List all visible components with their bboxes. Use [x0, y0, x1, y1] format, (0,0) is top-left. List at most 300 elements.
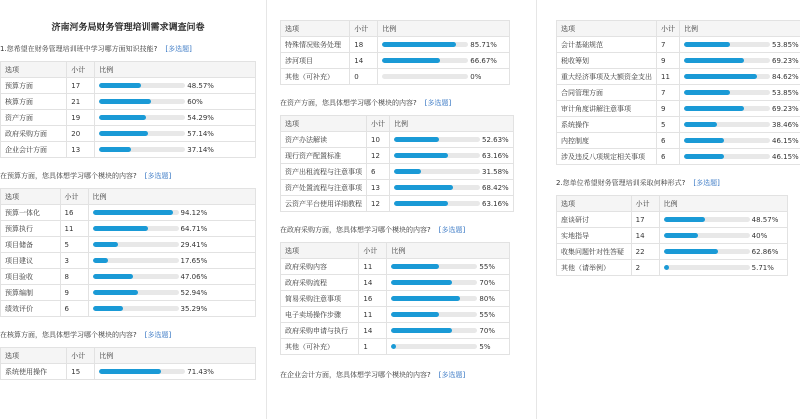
option-count: 9 [657, 53, 680, 69]
progress-fill [664, 249, 718, 254]
progress-cell [684, 89, 799, 97]
option-count: 11 [359, 307, 387, 323]
option-count: 11 [60, 221, 88, 237]
question-text: 在核算方面，您具体想学习哪个模块的内容? [0, 331, 137, 339]
percent-text: 47.06% [180, 272, 208, 281]
option-count: 13 [367, 180, 390, 196]
progress-fill [93, 306, 123, 311]
progress-fill [391, 328, 451, 333]
table-row [281, 180, 514, 196]
table-header-row [557, 196, 788, 212]
progress-bar [99, 99, 185, 104]
percent-text: 52.63% [482, 135, 509, 144]
option-count: 11 [359, 259, 387, 275]
table-row [1, 126, 256, 142]
table-row [557, 101, 800, 117]
table-row [281, 275, 510, 291]
result-table [0, 61, 256, 158]
option-ratio [680, 117, 800, 133]
progress-cell [93, 209, 251, 217]
progress-bar [394, 185, 480, 190]
header-count: 小计 [657, 21, 680, 37]
progress-fill [93, 242, 118, 247]
header-option: 选项 [557, 196, 632, 212]
progress-fill [684, 58, 744, 63]
progress-fill [99, 369, 160, 374]
option-ratio [88, 237, 255, 253]
option-count: 2 [631, 260, 659, 276]
option-count: 12 [367, 196, 390, 212]
option-ratio [88, 253, 255, 269]
option-count: 5 [657, 117, 680, 133]
table-row [557, 69, 800, 85]
option-label: 实地指导 [557, 228, 632, 244]
option-label: 合同管理方面 [557, 85, 657, 101]
table-row [1, 142, 256, 158]
option-label: 核算方面 [1, 94, 67, 110]
option-label: 重大经济事项及大额资金支出 [557, 69, 657, 85]
option-label: 简易采购注意事项 [281, 291, 359, 307]
table-header-row [281, 116, 514, 132]
progress-fill [93, 274, 133, 279]
option-count: 11 [657, 69, 680, 85]
progress-fill [684, 106, 744, 111]
section-accounting [0, 329, 256, 380]
percent-text: 69.23% [772, 104, 799, 113]
progress-bar [684, 58, 770, 63]
option-count: 22 [631, 244, 659, 260]
percent-text: 64.71% [180, 224, 208, 233]
option-ratio [659, 244, 787, 260]
result-table [556, 20, 800, 165]
progress-fill [99, 131, 148, 136]
multi-select-tag: [多选题] [144, 172, 172, 180]
table-row [1, 221, 256, 237]
header-ratio: 比例 [390, 116, 514, 132]
progress-bar [684, 138, 770, 143]
question-title [0, 43, 256, 55]
progress-cell [391, 327, 505, 335]
table-row [1, 301, 256, 317]
option-ratio [659, 212, 787, 228]
progress-bar [664, 233, 750, 238]
progress-cell [99, 130, 251, 138]
table-row [281, 37, 510, 53]
percent-text: 80% [479, 294, 495, 303]
option-count: 14 [359, 323, 387, 339]
table-row [281, 53, 510, 69]
percent-text: 63.16% [482, 151, 509, 160]
option-label: 内控制度 [557, 133, 657, 149]
column-divider-left [266, 0, 267, 419]
table-row [281, 132, 514, 148]
table-row [557, 260, 788, 276]
progress-bar [93, 306, 179, 311]
progress-bar [391, 280, 477, 285]
option-ratio [390, 164, 514, 180]
progress-fill [684, 122, 717, 127]
progress-bar [391, 312, 477, 317]
progress-bar [382, 74, 468, 79]
progress-cell [391, 343, 505, 351]
header-count: 小计 [359, 243, 387, 259]
percent-text: 62.86% [751, 247, 779, 256]
progress-cell [93, 273, 251, 281]
percent-text: 68.42% [482, 183, 509, 192]
table-row [1, 78, 256, 94]
header-count: 小计 [67, 348, 95, 364]
section-accounting-continued [280, 20, 510, 85]
section-knowledge [0, 43, 256, 158]
progress-cell [684, 105, 799, 113]
progress-bar [99, 369, 185, 374]
table-row [281, 323, 510, 339]
progress-fill [684, 42, 730, 47]
percent-text: 52.94% [180, 288, 208, 297]
progress-cell [394, 168, 509, 176]
percent-text: 40% [751, 231, 768, 240]
table-row [557, 133, 800, 149]
column-divider-right [536, 0, 537, 419]
question-title [0, 170, 256, 182]
table-row [281, 291, 510, 307]
progress-cell [93, 241, 251, 249]
result-table [280, 115, 514, 212]
option-ratio [387, 339, 510, 355]
percent-text: 29.41% [180, 240, 208, 249]
progress-fill [394, 153, 448, 158]
option-label: 政府采购流程 [281, 275, 359, 291]
option-label: 企业会计方面 [1, 142, 67, 158]
option-count: 1 [359, 339, 387, 355]
table-row [1, 285, 256, 301]
option-count: 12 [367, 148, 390, 164]
multi-select-tag: [多选题] [438, 371, 466, 379]
option-count: 6 [657, 149, 680, 165]
question-title [280, 224, 510, 236]
option-count: 9 [60, 285, 88, 301]
header-count: 小计 [367, 116, 390, 132]
progress-bar [99, 83, 185, 88]
table-row [281, 164, 514, 180]
option-count: 6 [60, 301, 88, 317]
percent-text: 53.85% [772, 40, 799, 49]
percent-text: 17.65% [180, 256, 208, 265]
percent-text: 0% [470, 72, 482, 81]
percent-text: 54.29% [187, 113, 214, 122]
header-ratio: 比例 [387, 243, 510, 259]
progress-bar [93, 242, 179, 247]
progress-bar [99, 147, 185, 152]
progress-cell [684, 137, 799, 145]
progress-bar [93, 290, 179, 295]
option-label: 其他（请举例） [557, 260, 632, 276]
option-label: 项目储备 [1, 237, 61, 253]
progress-cell [391, 311, 505, 319]
progress-bar [99, 115, 185, 120]
percent-text: 53.85% [772, 88, 799, 97]
header-ratio: 比例 [659, 196, 787, 212]
progress-fill [391, 264, 438, 269]
option-ratio [680, 133, 800, 149]
percent-text: 5% [479, 342, 491, 351]
percent-text: 5.71% [751, 263, 774, 272]
header-option: 选项 [1, 62, 67, 78]
table-header-row [1, 62, 256, 78]
progress-fill [93, 210, 174, 215]
progress-fill [93, 226, 149, 231]
table-row [281, 69, 510, 85]
progress-bar [93, 274, 179, 279]
progress-bar [99, 131, 185, 136]
progress-fill [394, 169, 421, 174]
percent-text: 85.71% [470, 40, 497, 49]
option-count: 17 [67, 78, 95, 94]
question-title [280, 97, 510, 109]
option-label: 资产办法解读 [281, 132, 367, 148]
progress-cell [99, 368, 251, 376]
progress-fill [99, 147, 131, 152]
option-label: 涉河项目 [281, 53, 350, 69]
option-ratio [378, 53, 510, 69]
option-label: 系统使用操作 [1, 364, 67, 380]
option-count: 19 [67, 110, 95, 126]
result-table [0, 347, 256, 380]
header-option: 选项 [1, 348, 67, 364]
option-ratio [390, 132, 514, 148]
column-middle [280, 20, 510, 387]
header-ratio: 比例 [88, 189, 255, 205]
option-ratio [387, 275, 510, 291]
option-count: 6 [367, 164, 390, 180]
option-ratio [88, 301, 255, 317]
percent-text: 37.14% [187, 145, 214, 154]
table-row [1, 253, 256, 269]
option-label: 会计基础规范 [557, 37, 657, 53]
table-row [281, 339, 510, 355]
table-row [1, 94, 256, 110]
option-ratio [387, 307, 510, 323]
section-training-format [556, 177, 788, 276]
table-header-row [557, 21, 800, 37]
table-row [281, 259, 510, 275]
table-row [1, 364, 256, 380]
question-text: 2.您单位希望财务管理培训采取何种形式? [556, 179, 686, 187]
table-row [281, 148, 514, 164]
option-ratio [390, 196, 514, 212]
option-ratio [390, 148, 514, 164]
header-ratio: 比例 [378, 21, 510, 37]
multi-select-tag: [多选题] [424, 99, 452, 107]
progress-fill [391, 296, 460, 301]
progress-cell [684, 57, 799, 65]
progress-cell [99, 82, 251, 90]
section-procurement [280, 224, 510, 355]
progress-cell [394, 152, 509, 160]
progress-bar [684, 154, 770, 159]
percent-text: 70% [479, 278, 495, 287]
result-table [556, 195, 788, 276]
table-row [557, 85, 800, 101]
option-count: 17 [631, 212, 659, 228]
progress-cell [684, 41, 799, 49]
multi-select-tag: [多选题] [165, 45, 192, 53]
progress-fill [382, 42, 456, 47]
percent-text: 46.15% [772, 136, 799, 145]
progress-fill [664, 217, 706, 222]
table-header-row [281, 243, 510, 259]
option-count: 21 [67, 94, 95, 110]
header-option: 选项 [281, 243, 359, 259]
option-count: 20 [67, 126, 95, 142]
column-right [556, 20, 799, 288]
progress-bar [684, 106, 770, 111]
option-label: 项目验收 [1, 269, 61, 285]
question-text: 在企业会计方面，您具体想学习哪个模块的内容? [280, 371, 431, 379]
result-table [280, 20, 510, 85]
table-row [1, 110, 256, 126]
option-ratio [88, 205, 255, 221]
table-row [281, 307, 510, 323]
option-label: 政府采购方面 [1, 126, 67, 142]
header-option: 选项 [281, 21, 350, 37]
percent-text: 60% [187, 97, 203, 106]
progress-fill [99, 115, 146, 120]
progress-bar [394, 201, 480, 206]
option-ratio [95, 126, 256, 142]
header-option: 选项 [557, 21, 657, 37]
progress-bar [382, 58, 468, 63]
option-ratio [680, 53, 800, 69]
header-count: 小计 [60, 189, 88, 205]
option-label: 电子卖场操作步骤 [281, 307, 359, 323]
option-count: 16 [359, 291, 387, 307]
option-count: 3 [60, 253, 88, 269]
progress-cell [664, 248, 783, 256]
progress-fill [394, 137, 439, 142]
option-ratio [378, 37, 510, 53]
progress-bar [391, 264, 477, 269]
progress-cell [684, 121, 799, 129]
progress-fill [684, 138, 724, 143]
table-row [557, 228, 788, 244]
table-row [557, 117, 800, 133]
option-label: 预算一体化 [1, 205, 61, 221]
option-label: 资产出租流程与注意事项 [281, 164, 367, 180]
option-ratio [95, 142, 256, 158]
option-label: 项目建议 [1, 253, 61, 269]
option-ratio [680, 101, 800, 117]
progress-bar [391, 344, 477, 349]
question-text: 1.您希望在财务管理培训班中学习哪方面知识技能? [0, 45, 158, 53]
question-text: 在政府采购方面，您具体想学习哪个模块的内容? [280, 226, 431, 234]
header-count: 小计 [67, 62, 95, 78]
option-ratio [680, 37, 800, 53]
option-label: 云资产平台使用详细教程 [281, 196, 367, 212]
section-assets [280, 97, 510, 212]
option-ratio [387, 323, 510, 339]
option-ratio [95, 110, 256, 126]
option-label: 特殊情况账务处理 [281, 37, 350, 53]
progress-cell [382, 41, 505, 49]
option-count: 13 [67, 142, 95, 158]
option-count: 14 [350, 53, 378, 69]
option-count: 6 [657, 133, 680, 149]
option-label: 预算执行 [1, 221, 61, 237]
question-text: 在资产方面，您具体想学习哪个模块的内容? [280, 99, 417, 107]
header-count: 小计 [631, 196, 659, 212]
progress-fill [391, 312, 438, 317]
option-count: 15 [67, 364, 95, 380]
table-row [1, 237, 256, 253]
progress-fill [93, 258, 108, 263]
header-ratio: 比例 [680, 21, 800, 37]
option-label: 涉及违反八项规定相关事项 [557, 149, 657, 165]
option-label: 预算方面 [1, 78, 67, 94]
progress-bar [664, 217, 750, 222]
option-label: 现行资产配置标准 [281, 148, 367, 164]
option-label: 其他（可补充） [281, 69, 350, 85]
percent-text: 31.58% [482, 167, 509, 176]
option-ratio [659, 260, 787, 276]
percent-text: 38.46% [772, 120, 799, 129]
progress-fill [93, 290, 139, 295]
progress-cell [394, 136, 509, 144]
progress-fill [382, 58, 439, 63]
option-ratio [387, 259, 510, 275]
option-count: 5 [60, 237, 88, 253]
percent-text: 46.15% [772, 152, 799, 161]
progress-bar [391, 296, 477, 301]
table-row [557, 53, 800, 69]
option-count: 7 [657, 37, 680, 53]
option-count: 14 [359, 275, 387, 291]
percent-text: 48.57% [187, 81, 214, 90]
progress-bar [93, 226, 179, 231]
option-count: 7 [657, 85, 680, 101]
option-label: 政府采购申请与执行 [281, 323, 359, 339]
option-label: 预算编制 [1, 285, 61, 301]
table-header-row [281, 21, 510, 37]
progress-bar [394, 153, 480, 158]
option-count: 14 [631, 228, 659, 244]
question-title [556, 177, 788, 189]
percent-text: 70% [479, 326, 495, 335]
option-label: 绩效评价 [1, 301, 61, 317]
option-count: 9 [657, 101, 680, 117]
header-option: 选项 [281, 116, 367, 132]
progress-cell [664, 264, 783, 272]
percent-text: 48.57% [751, 215, 779, 224]
option-label: 税收筹划 [557, 53, 657, 69]
progress-cell [99, 98, 251, 106]
progress-cell [391, 295, 505, 303]
progress-fill [394, 201, 448, 206]
multi-select-tag: [多选题] [144, 331, 172, 339]
progress-cell [664, 232, 783, 240]
progress-cell [394, 200, 509, 208]
progress-bar [93, 258, 179, 263]
progress-bar [391, 328, 477, 333]
progress-bar [684, 122, 770, 127]
multi-select-tag: [多选题] [693, 179, 720, 187]
percent-text: 94.12% [180, 208, 208, 217]
option-ratio [88, 269, 255, 285]
result-table [280, 242, 510, 355]
progress-cell [382, 57, 505, 65]
header-count: 小计 [350, 21, 378, 37]
option-ratio [659, 228, 787, 244]
